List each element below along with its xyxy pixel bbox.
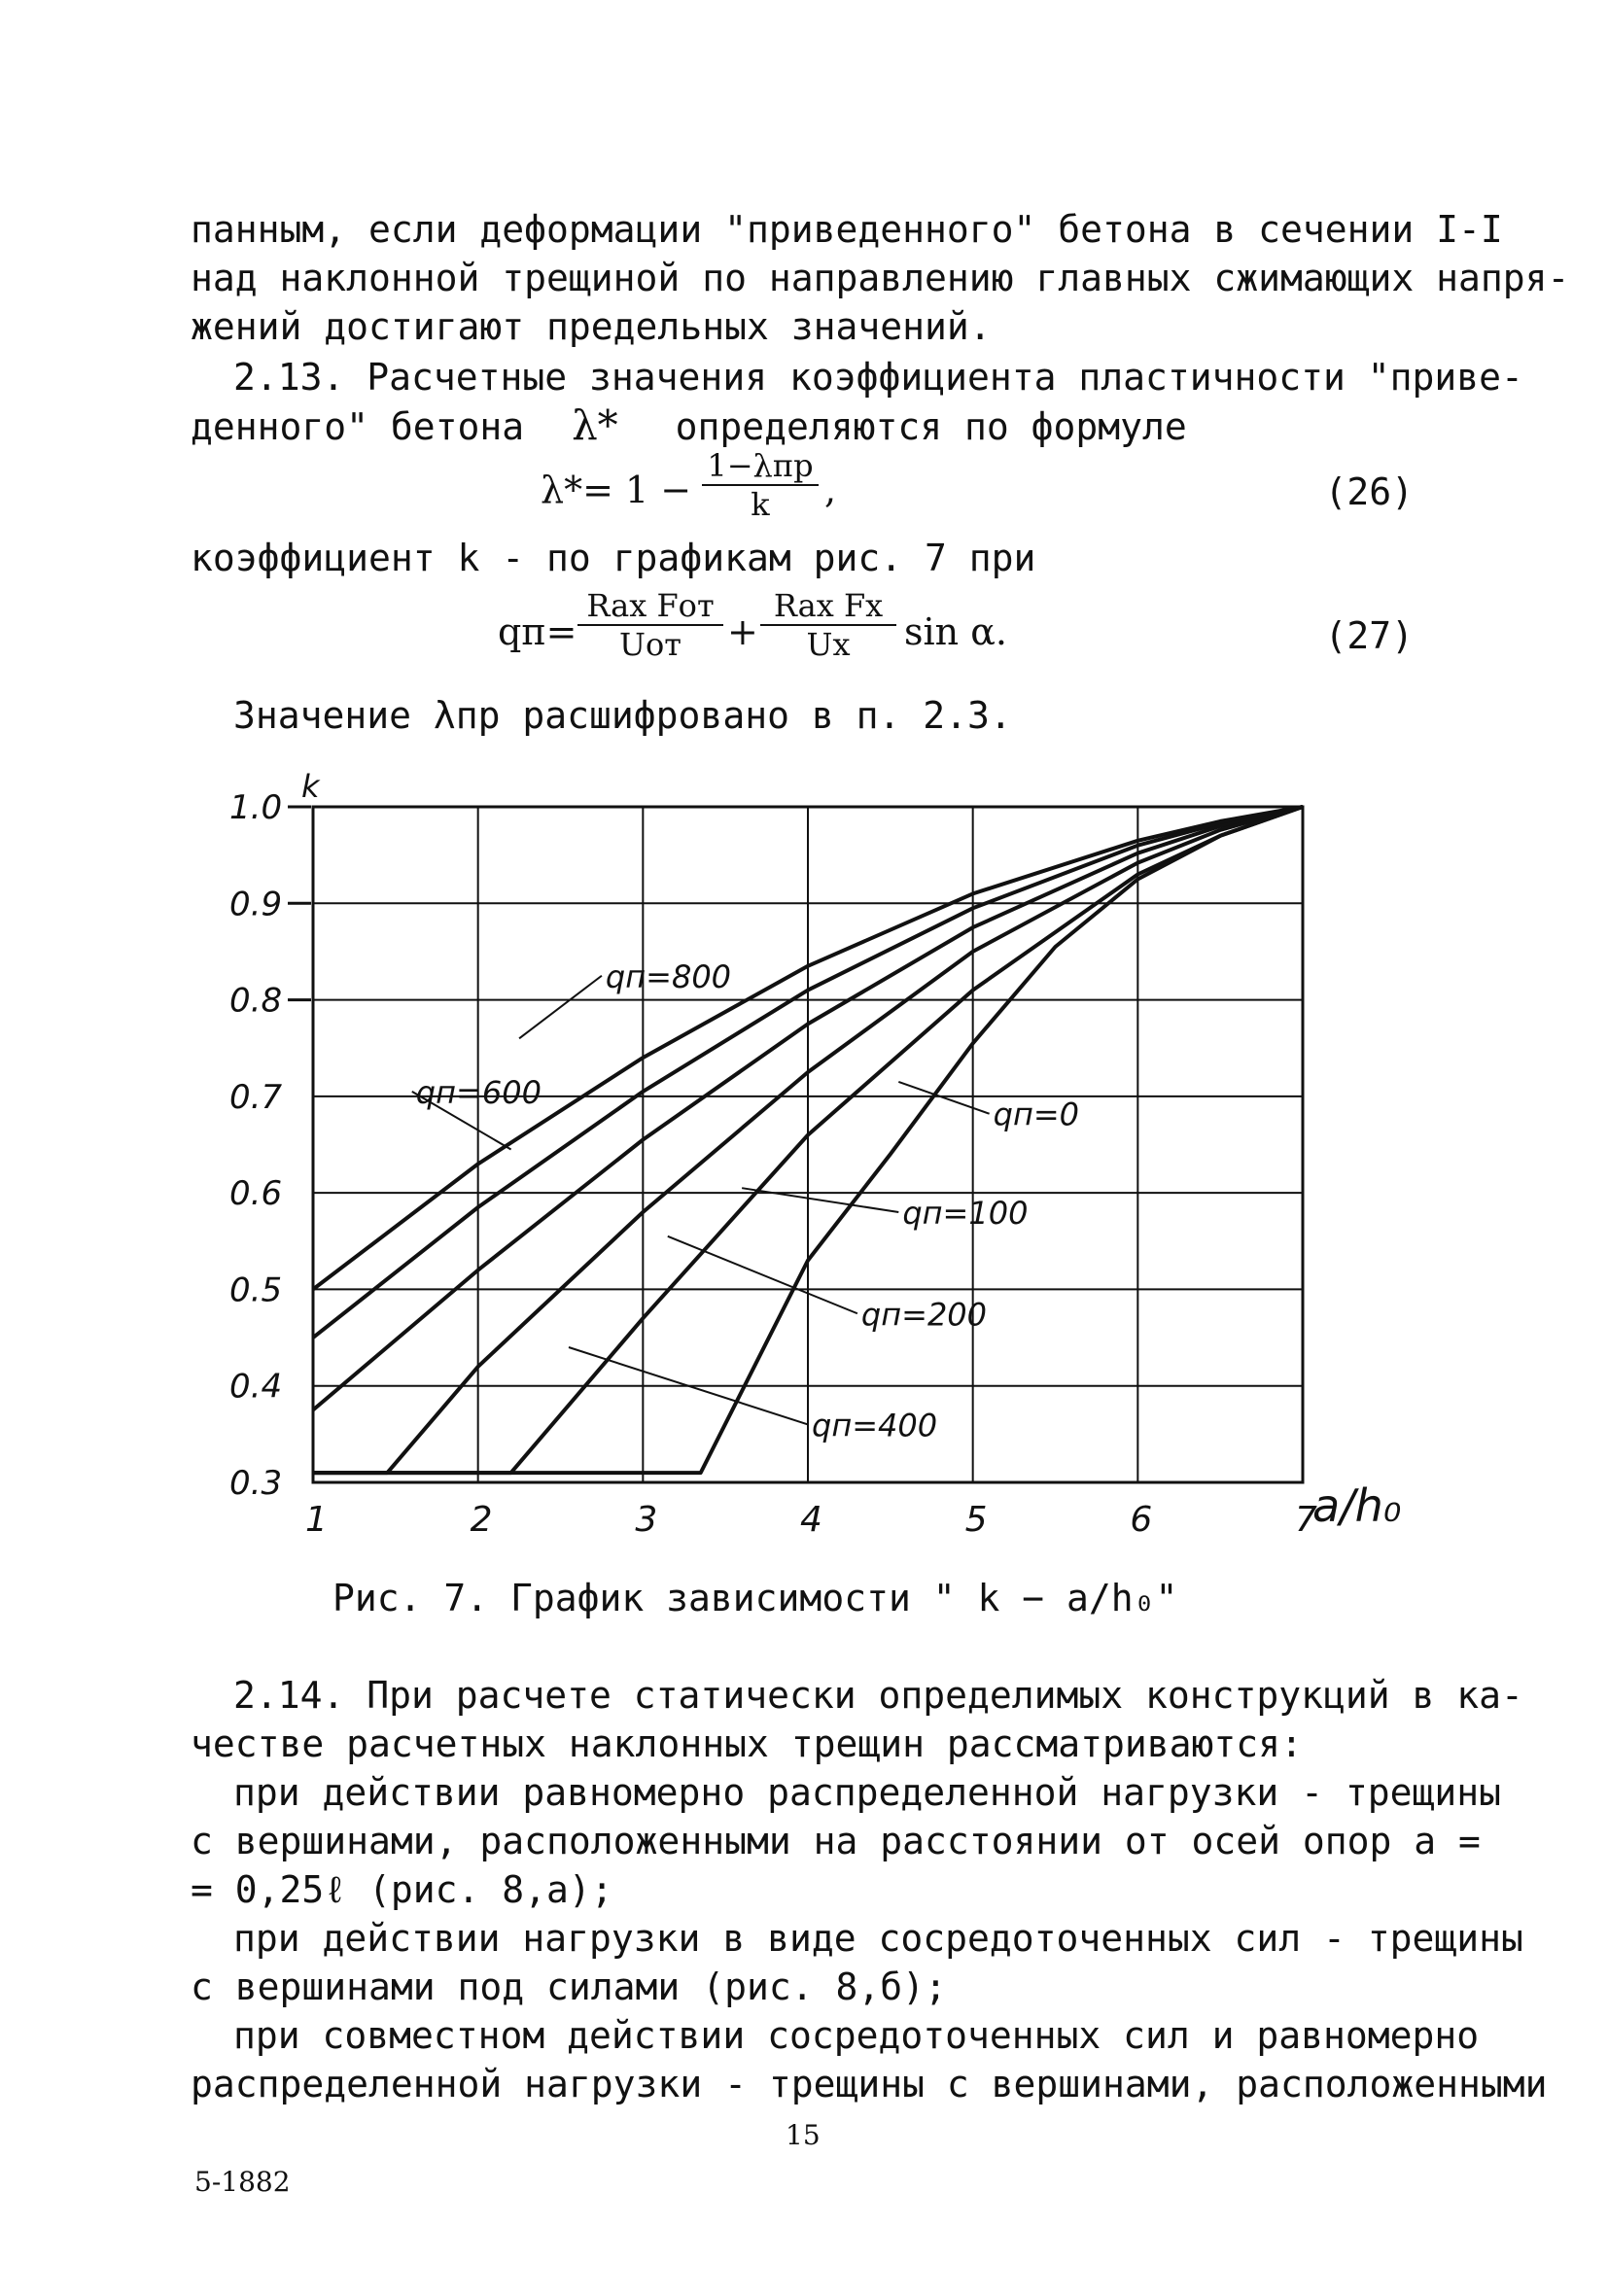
annotation-leader-3 — [742, 1188, 898, 1212]
y-tick-label-0.6: 0.6 — [229, 1174, 283, 1214]
s214-line-6: при действии нагрузки в виде сосредоточенных сил - трещины — [233, 1917, 1523, 1960]
annotation-leader-4 — [668, 1236, 857, 1313]
annotation-label-4: qп=200 — [860, 1296, 988, 1334]
figure-7-caption: Рис. 7. График зависимости " k − a/h₀" — [332, 1577, 1178, 1619]
x-tick-label-6: 6 — [1130, 1500, 1153, 1540]
formula-26-fraction — [702, 447, 819, 523]
y-tick-label-0.8: 0.8 — [229, 981, 283, 1021]
formula-27-num-1: Rax Fот — [577, 587, 723, 626]
y-tick-label-0.3: 0.3 — [229, 1464, 283, 1503]
intro-line-1: панным, если деформации "приведенного" бетона в сечении I-I — [191, 208, 1503, 251]
formula-27-fraction-1 — [577, 587, 723, 663]
chart-annotations — [412, 958, 1079, 1444]
formula-26-lhs: λ*= 1 − — [541, 469, 692, 511]
formula-26-tail: , — [824, 469, 837, 511]
lambda-star-symbol: λ* — [572, 401, 618, 449]
s213-line-3: коэффициент k - по графикам рис. 7 при — [191, 537, 1036, 579]
annotation-leader-2 — [898, 1082, 989, 1114]
formula-27-num-2: Rax Fx — [760, 587, 896, 626]
x-tick-label-3: 3 — [635, 1500, 658, 1540]
intro-line-3: жений достигают предельных значений. — [191, 305, 992, 348]
x-tick-label-4: 4 — [800, 1500, 822, 1540]
s214-line-1: 2.14. При расчете статически определимых конструкций в ка- — [233, 1674, 1523, 1717]
intro-line-2: над наклонной трещиной по направлению главных сжимающих напря- — [191, 257, 1570, 299]
y-tick-label-0.4: 0.4 — [229, 1367, 283, 1407]
x-tick-label-5: 5 — [964, 1500, 988, 1540]
y-tick-label-0.7: 0.7 — [229, 1077, 283, 1117]
s214-line-7: с вершинами под силами (рис. 8,б); — [191, 1966, 947, 2008]
s213-line-1: 2.13. Расчетные значения коэффициента пластичности "приве- — [233, 356, 1523, 399]
s213-line-2a: денного" бетона — [191, 405, 525, 448]
formula-27-fraction-2 — [760, 587, 896, 663]
x-tick-label-7: 7 — [1295, 1500, 1317, 1540]
formula-26-den: k — [751, 486, 770, 523]
chart-grid — [313, 807, 1303, 1482]
s213-line-2b: определяются по формуле — [675, 405, 1187, 448]
formula-26-num: 1−λпр — [702, 447, 819, 486]
s214-line-3: при действии равномерно распределенной нагрузки - трещины — [233, 1771, 1502, 1814]
annotation-label-5: qп=400 — [812, 1407, 938, 1444]
annotation-label-3: qп=100 — [902, 1195, 1029, 1232]
annotation-label-1: qп=600 — [415, 1073, 542, 1111]
formula-27-den-1: Uот — [619, 626, 682, 663]
annotation-label-2: qп=0 — [993, 1096, 1080, 1133]
figure-7-chart — [0, 768, 1608, 1643]
s214-line-8: при совместном действии сосредоточенных сил и равномерно — [233, 2014, 1480, 2057]
s213-line-2 — [191, 402, 1187, 450]
annotation-leader-0 — [519, 976, 602, 1039]
page-number: 15 — [786, 2119, 821, 2151]
s214-line-9: распределенной нагрузки - трещины с вершинами, расположенными — [191, 2063, 1548, 2105]
y-axis-label: k — [301, 768, 320, 805]
eq-number-26: (26) — [1324, 470, 1414, 513]
y-tick-label-0.5: 0.5 — [229, 1270, 283, 1310]
s213-line-4: Значение λпр расшифровано в п. 2.3. — [233, 694, 1012, 737]
formula-27-den-2: Ux — [806, 626, 851, 663]
s214-line-4: с вершинами, расположенными на расстоянии от осей опор a = — [191, 1820, 1481, 1862]
s214-line-5: = 0,25ℓ (рис. 8,а); — [191, 1868, 613, 1911]
x-tick-label-1: 1 — [305, 1500, 328, 1540]
x-tick-label-2: 2 — [470, 1500, 493, 1540]
annotation-label-0: qп=800 — [605, 957, 732, 995]
formula-27-plus: + — [727, 610, 758, 653]
x-axis-label: a/h₀ — [1312, 1479, 1402, 1532]
formula-27-tail: sin α. — [904, 610, 1007, 653]
y-tick-label-0.9: 0.9 — [229, 885, 283, 924]
s214-line-2: честве расчетных наклонных трещин рассматриваются: — [191, 1722, 1303, 1765]
formula-27-lhs: qп= — [498, 610, 577, 653]
eq-number-27: (27) — [1324, 614, 1414, 657]
document-code: 5-1882 — [194, 2166, 291, 2198]
y-tick-label-1.0: 1.0 — [229, 788, 283, 827]
